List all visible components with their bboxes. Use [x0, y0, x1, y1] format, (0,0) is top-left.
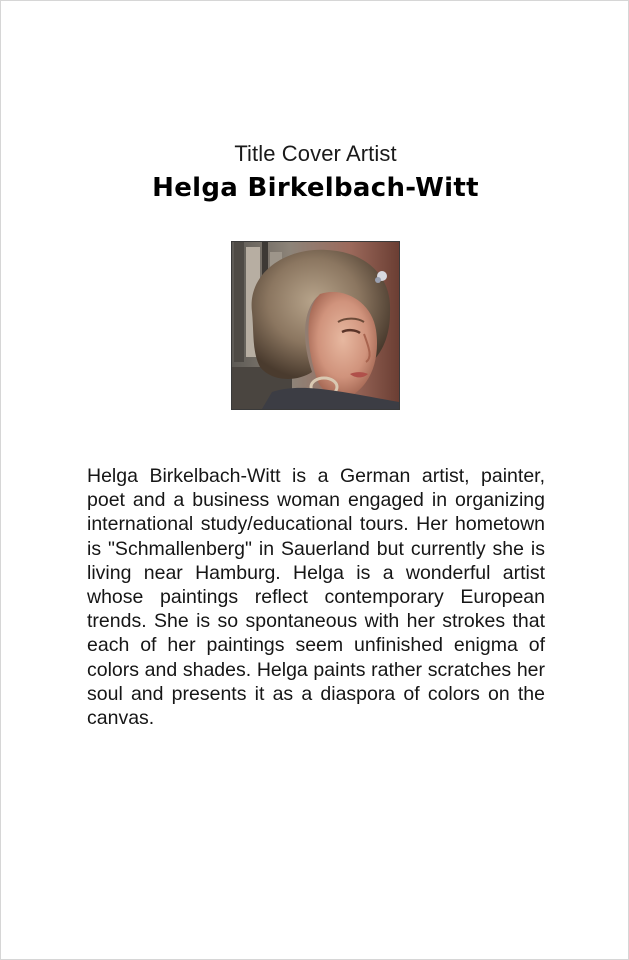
heading-block — [1, 141, 629, 203]
artist-portrait — [231, 241, 400, 410]
artist-biography: Helga Birkelbach-Witt is a German artist, painter, poet and a business woman engaged in organizing international study/educational tours. Her hometown is "Schmallenberg" in Sauerland but currently she is living near Hamburg. Helga is a wonderful artist whose paintings reflect contemporary European trends. She is so spontaneous with her strokes that each of her paintings seem unfinished enigma of colors and shades. Helga paints rather scratches her soul and presents it as a diaspora of colors on the canvas. — [87, 465, 545, 730]
portrait-photo — [232, 242, 399, 409]
artist-name: Helga Birkelbach-Witt — [152, 173, 479, 203]
page-subtitle: Title Cover Artist — [234, 141, 397, 166]
